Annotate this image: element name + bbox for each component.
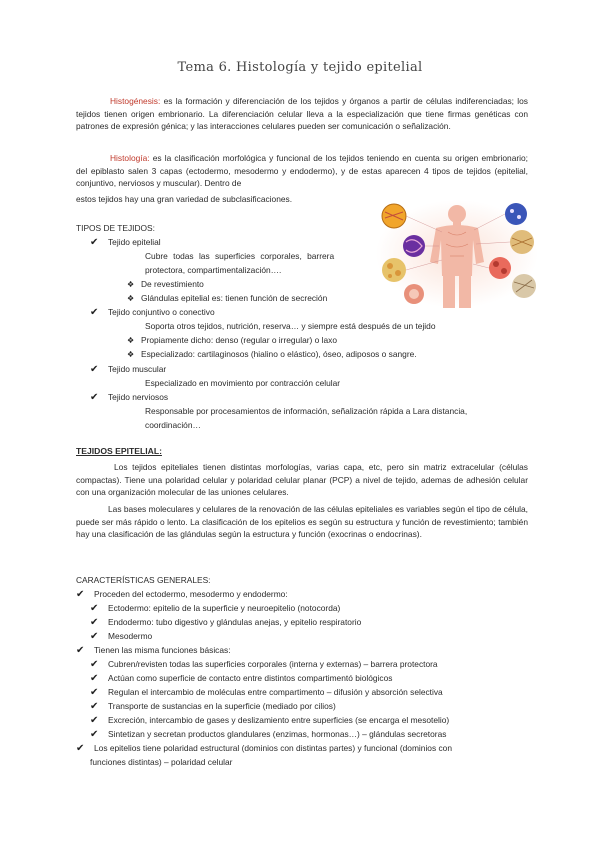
histogenesis-term: Histogénesis: xyxy=(110,96,161,106)
checkmark-icon: ✔ xyxy=(90,701,99,712)
tipos-heading: TIPOS DE TEJIDOS: xyxy=(76,223,155,233)
checkmark-icon: ✔ xyxy=(90,603,99,614)
diamond-bullet-icon: ❖ xyxy=(127,294,135,303)
checkmark-icon: ✔ xyxy=(90,617,99,628)
checkmark-icon: ✔ xyxy=(90,729,99,740)
page-title: Tema 6. Histología y tejido epitelial xyxy=(177,60,423,75)
funcion-6: ✔ Sintetizan y secretan productos glandulares (enzimas, hormonas…) – glándulas secretoras xyxy=(90,729,447,740)
funcion-4: ✔ Transporte de sustancias en la superficie (mediado por cilios) xyxy=(90,701,336,712)
histologia-term: Histología: xyxy=(110,153,150,163)
item-polaridad: ✔ Los epitelios tiene polaridad estructural (dominios con distintas partes) y funcional (dominios con xyxy=(76,743,452,754)
checkmark-icon: ✔ xyxy=(90,687,99,698)
caracteristicas-heading: CARACTERÍSTICAS GENERALES: xyxy=(76,575,211,585)
muscular-description: Especializado en movimiento por contracción celular xyxy=(145,378,341,388)
tissue-circle-7 xyxy=(489,257,511,279)
checkmark-icon: ✔ xyxy=(90,715,99,726)
conjuntivo-description: Soporta otros tejidos, nutrición, reserva… y siempre está después de un tejido xyxy=(145,321,436,331)
epitelial-paragraph-1: Los tejidos epiteliales tienen distintas morfologías, varias capa, etc, pero sin matriz extracelular (células compactas). Tiene una polaridad celular y polaridad celular planar (PCP) a nivel de tejido, ademas de adhesión celular con una organización molecular de las uniones celulares. xyxy=(76,462,528,498)
funcion-3: ✔ Regulan el intercambio de moléculas entre compartimento – difusión y absorción selectiva xyxy=(90,687,443,698)
diamond-bullet-icon: ❖ xyxy=(127,350,135,359)
funcion-2: ✔ Actúan como superficie de contacto entre distintos compartimentó biológicos xyxy=(90,673,393,684)
epitelial-paragraph-2: Las bases moleculares y celulares de la renovación de las células epiteliales es variables según el tipo de célula, puede ser más rápido o lento. La clasificación de los epitelios es según su estructura y función de revestimiento; también hay una clasificación de las glándulas según la estructura y función (exocrinas o endocrinas). xyxy=(76,504,528,540)
tissue-circle-1 xyxy=(382,204,406,228)
tissues-body-illustration xyxy=(376,200,538,308)
sub-item-propiamente: ❖ Propiamente dicho: denso (regular o irregular) o laxo xyxy=(127,334,337,348)
checkmark-icon: ✔ xyxy=(76,589,85,600)
histologia-paragraph xyxy=(76,152,528,190)
epitelial-heading: TEJIDOS EPITELIAL: xyxy=(76,446,162,456)
polaridad-continued: funciones distintas) – polaridad celular xyxy=(90,757,233,767)
sub-item-revestimiento: ❖ De revestimiento xyxy=(127,278,204,292)
list-item-epitelial: ✔ Tejido epitelial xyxy=(90,237,161,248)
sub-item-ectodermo: ✔ Ectodermo: epitelio de la superficie y neuroepitelio (notocorda) xyxy=(90,603,341,614)
checkmark-icon: ✔ xyxy=(90,364,99,375)
funcion-1: ✔ Cubren/revisten todas las superficies corporales (interna y externas) – barrera protectora xyxy=(90,659,438,670)
item-proceden: ✔ Proceden del ectodermo, mesodermo y endodermo: xyxy=(76,589,288,600)
checkmark-icon: ✔ xyxy=(76,645,85,656)
checkmark-icon: ✔ xyxy=(90,392,99,403)
diamond-bullet-icon: ❖ xyxy=(127,280,135,289)
checkmark-icon: ✔ xyxy=(90,659,99,670)
sub-item-glandulas: ❖ Glándulas epitelial es: tienen función de secreción xyxy=(127,292,327,306)
tissue-circle-3 xyxy=(382,258,406,282)
sub-item-endodermo: ✔ Endodermo: tubo digestivo y glándulas anejas, y epitelio respiratorio xyxy=(90,617,362,628)
tissue-circle-5 xyxy=(505,203,527,225)
epitelial-description-2: protectora, compartimentalización…. xyxy=(145,265,282,275)
diamond-bullet-icon: ❖ xyxy=(127,336,135,345)
tissue-circle-4 xyxy=(404,284,424,304)
list-item-muscular: ✔ Tejido muscular xyxy=(90,364,167,375)
checkmark-icon: ✔ xyxy=(90,631,99,642)
list-item-conjuntivo: ✔ Tejido conjuntivo o conectivo xyxy=(90,307,215,318)
checkmark-icon: ✔ xyxy=(90,237,99,248)
item-funciones: ✔ Tienen las misma funciones básicas: xyxy=(76,645,231,656)
tissue-circle-6 xyxy=(510,230,534,254)
checkmark-icon: ✔ xyxy=(90,673,99,684)
sub-item-mesodermo: ✔ Mesodermo xyxy=(90,631,153,642)
list-item-nervioso: ✔ Tejido nerviosos xyxy=(90,392,169,403)
sub-item-especializado: ❖ Especializado: cartilaginosos (hialino o elástico), óseo, adiposos o sangre. xyxy=(127,348,417,362)
epitelial-description-1: Cubre todas las superficies corporales, barrera xyxy=(145,251,335,261)
histogenesis-text: es la formación y diferenciación de los tejidos y órganos a partir de células indiferenciadas; los tejidos tienen origen embrionario. La diferenciación celular lleva a la especialización que tiene firmas genéticas con patrones de expresión génica; y las interacciones celulares pueden ser comunicación o señalización. xyxy=(76,96,528,132)
funcion-5: ✔ Excreción, intercambio de gases y deslizamiento entre superficies (se encarga el mesotelio) xyxy=(90,715,450,726)
histologia-text: es la clasificación morfológica y funcional de los tejidos teniendo en cuenta su origen embrionario; del epiblasto salen 3 capas (ectodermo, mesodermo y endodermo), y de estas aparecen 4 tipos de tejidos (epitelial, conjuntivo, nerviosos y muscular). Dentro de xyxy=(76,153,528,189)
nervioso-description-1: Responsable por procesamientos de información, señalización rápida a Lara distancia, xyxy=(145,406,468,416)
histologia-text-continued: estos tejidos hay una gran variedad de subclasificaciones. xyxy=(76,194,293,204)
checkmark-icon: ✔ xyxy=(90,307,99,318)
nervioso-description-2: coordinación… xyxy=(145,420,201,430)
histogenesis-paragraph xyxy=(76,95,528,133)
checkmark-icon: ✔ xyxy=(76,743,85,754)
tissue-circle-8 xyxy=(512,274,536,298)
tissue-circle-2 xyxy=(403,235,425,257)
